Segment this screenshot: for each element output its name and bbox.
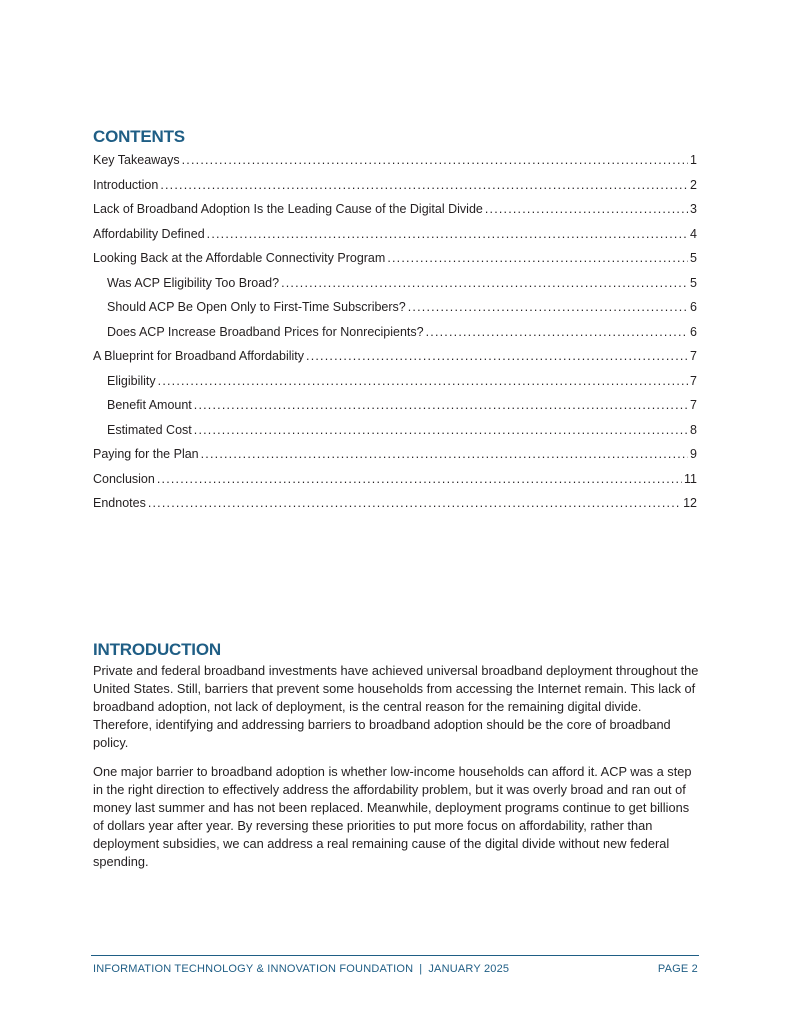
page-footer — [93, 963, 698, 975]
footer-left — [93, 963, 509, 975]
toc-leader-dots — [157, 467, 682, 492]
toc-leader-dots — [182, 148, 688, 173]
toc-entry-page: 12 — [683, 496, 697, 510]
toc-leader-dots — [281, 271, 688, 296]
toc-entry-page: 4 — [690, 226, 697, 241]
toc-entry-label: Estimated Cost — [107, 422, 192, 437]
toc-entry-lack-of-adoption[interactable] — [93, 197, 697, 222]
table-of-contents — [93, 148, 697, 516]
introduction-heading: INTRODUCTION — [93, 640, 221, 659]
toc-entry-affordability-defined[interactable] — [93, 222, 697, 247]
toc-entry-conclusion[interactable] — [93, 467, 697, 492]
toc-leader-dots — [387, 246, 688, 271]
toc-entry-prices-nonrecipients[interactable] — [93, 320, 697, 345]
toc-entry-label: Should ACP Be Open Only to First-Time Subscribers? — [107, 300, 406, 314]
toc-entry-estimated-cost[interactable] — [93, 418, 697, 443]
toc-leader-dots — [485, 197, 688, 222]
introduction-paragraph: One major barrier to broadband adoption is whether low-income households can afford it. ACP was a step in the right direction to effectively address the affordability problem, but it was overly broad and ran out of money last summer and has not been replaced. Meanwhile, deployment programs continue to get billions of dollars year after year. By reversing these priorities to put more focus on affordability, rather than deployment subsidies, we can address a real remaining cause of the digital divide without new federal spending. — [93, 764, 692, 869]
toc-entry-eligibility[interactable] — [93, 369, 697, 394]
toc-entry-page: 9 — [690, 447, 697, 461]
toc-entry-page: 6 — [690, 300, 697, 314]
toc-entry-label: Endnotes — [93, 496, 146, 510]
toc-entry-endnotes[interactable] — [93, 491, 697, 516]
toc-entry-label: Conclusion — [93, 471, 155, 486]
toc-entry-blueprint[interactable] — [93, 344, 697, 369]
toc-entry-page: 2 — [690, 177, 697, 192]
contents-heading: CONTENTS — [93, 127, 185, 146]
toc-entry-page: 8 — [690, 422, 697, 437]
toc-entry-benefit-amount[interactable] — [93, 393, 697, 418]
toc-entry-key-takeaways[interactable] — [93, 148, 697, 173]
toc-entry-label: Introduction — [93, 177, 159, 192]
toc-leader-dots — [408, 295, 688, 320]
toc-entry-page: 5 — [690, 251, 697, 265]
toc-entry-eligibility-too-broad[interactable] — [93, 271, 697, 296]
toc-entry-label: A Blueprint for Broadband Affordability — [93, 349, 305, 363]
toc-entry-label: Looking Back at the Affordable Connectivity Program — [93, 251, 386, 265]
footer-divider — [91, 955, 699, 956]
toc-entry-label: Does ACP Increase Broadband Prices for Nonrecipients? — [107, 324, 424, 339]
introduction-paragraph: Private and federal broadband investments have achieved universal broadband deployment throughout the United States. Still, barriers that prevent some households from accessing the Internet remain. This lack of broadband adoption, not lack of deployment, is the central reason for the remaining digital divide. Therefore, identifying and addressing barriers to broadband adoption should be the core of broadband policy. — [93, 663, 699, 750]
toc-entry-label: Paying for the Plan — [93, 447, 199, 461]
footer-date: JANUARY 2025 — [428, 963, 510, 975]
toc-entry-page: 11 — [684, 471, 697, 486]
toc-entry-label: Benefit Amount — [107, 398, 192, 412]
toc-entry-label: Eligibility — [107, 373, 156, 388]
footer-page-number: PAGE 2 — [657, 963, 698, 975]
toc-leader-dots — [194, 418, 688, 443]
footer-organization: INFORMATION TECHNOLOGY & INNOVATION FOUNDATION — [93, 963, 414, 975]
toc-entry-label: Key Takeaways — [93, 153, 180, 167]
toc-leader-dots — [207, 222, 688, 247]
toc-leader-dots — [160, 173, 688, 198]
toc-leader-dots — [426, 320, 688, 345]
toc-entry-page: 1 — [690, 153, 697, 167]
introduction-body — [93, 662, 699, 882]
toc-entry-page: 5 — [690, 275, 697, 290]
toc-entry-looking-back[interactable] — [93, 246, 697, 271]
toc-leader-dots — [158, 369, 688, 394]
toc-leader-dots — [201, 442, 688, 467]
toc-entry-paying-for-plan[interactable] — [93, 442, 697, 467]
toc-entry-first-time-subscribers[interactable] — [93, 295, 697, 320]
toc-entry-page: 7 — [690, 373, 697, 388]
toc-entry-introduction[interactable] — [93, 173, 697, 198]
toc-entry-page: 7 — [690, 398, 697, 412]
toc-entry-page: 7 — [690, 349, 697, 363]
toc-entry-label: Affordability Defined — [93, 226, 205, 241]
toc-entry-label: Lack of Broadband Adoption Is the Leading Cause of the Digital Divide — [93, 202, 483, 216]
toc-entry-page: 6 — [690, 324, 697, 339]
toc-entry-page: 3 — [690, 202, 697, 216]
toc-leader-dots — [194, 393, 688, 418]
toc-entry-label: Was ACP Eligibility Too Broad? — [107, 275, 280, 290]
toc-leader-dots — [148, 491, 681, 516]
footer-separator: | — [419, 963, 423, 975]
toc-leader-dots — [306, 344, 688, 369]
